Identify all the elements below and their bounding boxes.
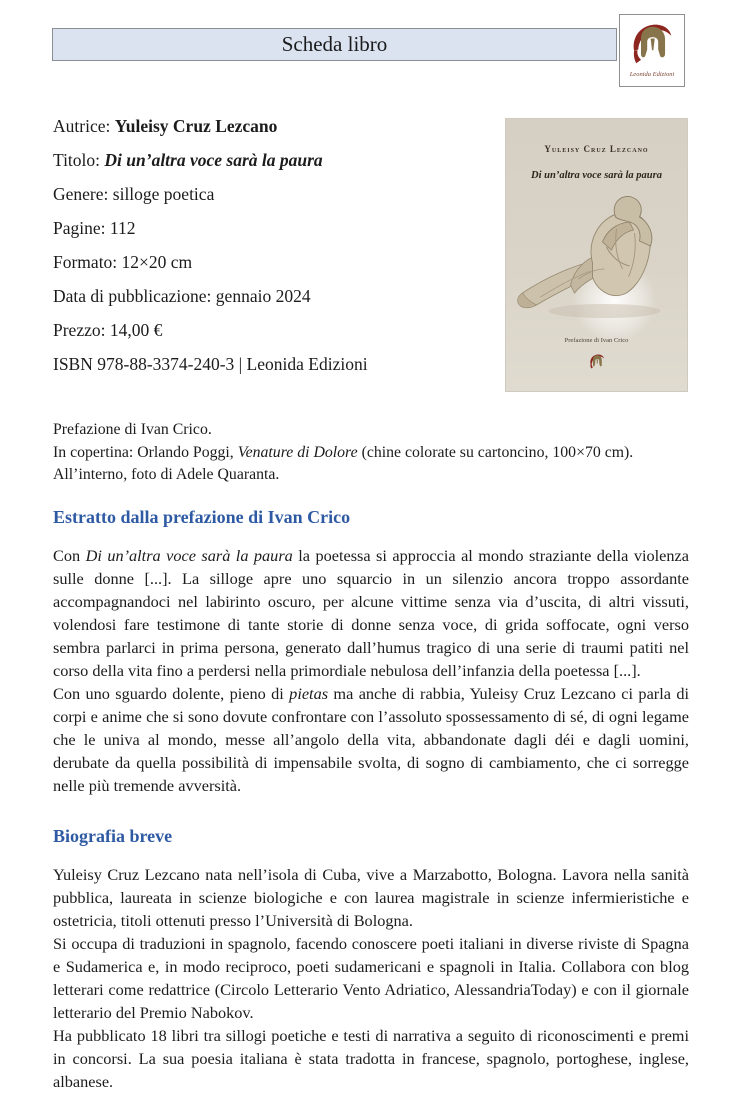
section-heading: Biografia breve [53, 826, 173, 846]
publisher-logo [619, 14, 685, 87]
cover-helmet-icon [589, 352, 605, 371]
book-info-pages: Pagine: 112 [53, 218, 136, 238]
paragraph: Con Di un’altra voce sarà la paura la poetessa si approccia al mondo straziante della violenza sulle donne [...]. La silloge apre uno squarcio in un silenzio ancora troppo assordante accompagnandoci nel labirinto oscuro, per alcune vittime senza via d’uscita, di altri vissuti, volendosi fare testimone di tante storie di donne senza voce, di grida soffocate, ogni verso sembra parlarci in prima persona, generato dall’humus tragico di una serie di traumi patiti nel corso della vita fino a perdersi nella primordiale nebulosa dell’infanzia della poetessa [...]. [53, 546, 689, 680]
book-info-format: Formato: 12×20 cm [53, 252, 193, 272]
book-info-author: Autrice: Yuleisy Cruz Lezcano [53, 116, 278, 136]
cover-artwork-figure [510, 189, 685, 329]
credit-photos: All’interno, foto di Adele Quaranta. [53, 466, 280, 483]
paragraph: Ha pubblicato 18 libri tra sillogi poetiche e testi di narrativa a seguito di riconoscimenti e premi in concorsi. La sua poesia italiana è stata tradotta in francese, spagnolo, portoghese, inglese, albanese. [53, 1026, 689, 1091]
page-title: Scheda libro [281, 32, 388, 56]
sections [53, 507, 689, 1093]
section-preface-extract [53, 507, 689, 797]
book-info-genre: Genere: silloge poetica [53, 184, 215, 204]
book-info-title: Titolo: Di un’altra voce sarà la paura [53, 150, 323, 170]
spartan-helmet-icon [630, 18, 674, 70]
section-heading: Estratto dalla prefazione di Ivan Crico [53, 507, 351, 527]
book-info-list [53, 116, 498, 388]
cover-author-name: Yuleisy Cruz Lezcano [544, 144, 649, 154]
cover-preface-note: Prefazione di Ivan Crico [564, 337, 629, 344]
credit-preface: Prefazione di Ivan Crico. [53, 421, 212, 438]
publisher-logo-caption: Leonida Edizioni [629, 71, 675, 78]
section-biography [53, 826, 689, 1093]
book-cover [505, 118, 688, 392]
paragraph: Con uno sguardo dolente, pieno di pietas ma anche di rabbia, Yuleisy Cruz Lezcano ci parla di corpi e anime che si sono dovute confrontare con l’assoluto spossessamento di sé, di ogni legame che le univa al mondo, messe all’angolo della vita, abbandonate dagli déi e dagli uomini, derubate da quella possibilità di impensabile svolta, di sogno di cambiamento, che ci sorregge nelle più tremende avversità. [53, 684, 689, 795]
paragraph: Yuleisy Cruz Lezcano nata nell’isola di Cuba, vive a Marzabotto, Bologna. Lavora nella sanità pubblica, laureata in scienze biologiche e con laurea magistrale in scienze infermieristiche e ostetricia, titoli ottenuti presso l’Università di Bologna. [53, 865, 689, 930]
cover-book-title: Di un’altra voce sarà la paura [531, 170, 662, 181]
credits-block [53, 419, 689, 487]
book-info-pubdate: Data di pubblicazione: gennaio 2024 [53, 286, 311, 306]
paragraph: Si occupa di traduzioni in spagnolo, facendo conoscere poeti italiani in diverse riviste di Spagna e Sudamerica e, in modo reciproco, poeti sudamericani e spagnoli in Italia. Collabora con blog letterari come redattrice (Circolo Letterario Vento Adriatico, AlessandriaToday) e con il giornale letterario del Premio Nabokov. [53, 934, 689, 1022]
book-info-price: Prezzo: 14,00 € [53, 320, 163, 340]
credit-cover-art: In copertina: Orlando Poggi, Venature di Dolore (chine colorate su cartoncino, 100×70 cm). [53, 443, 634, 461]
header-bar [52, 28, 617, 61]
book-info-isbn: ISBN 978-88-3374-240-3 | Leonida Edizioni [53, 354, 368, 374]
